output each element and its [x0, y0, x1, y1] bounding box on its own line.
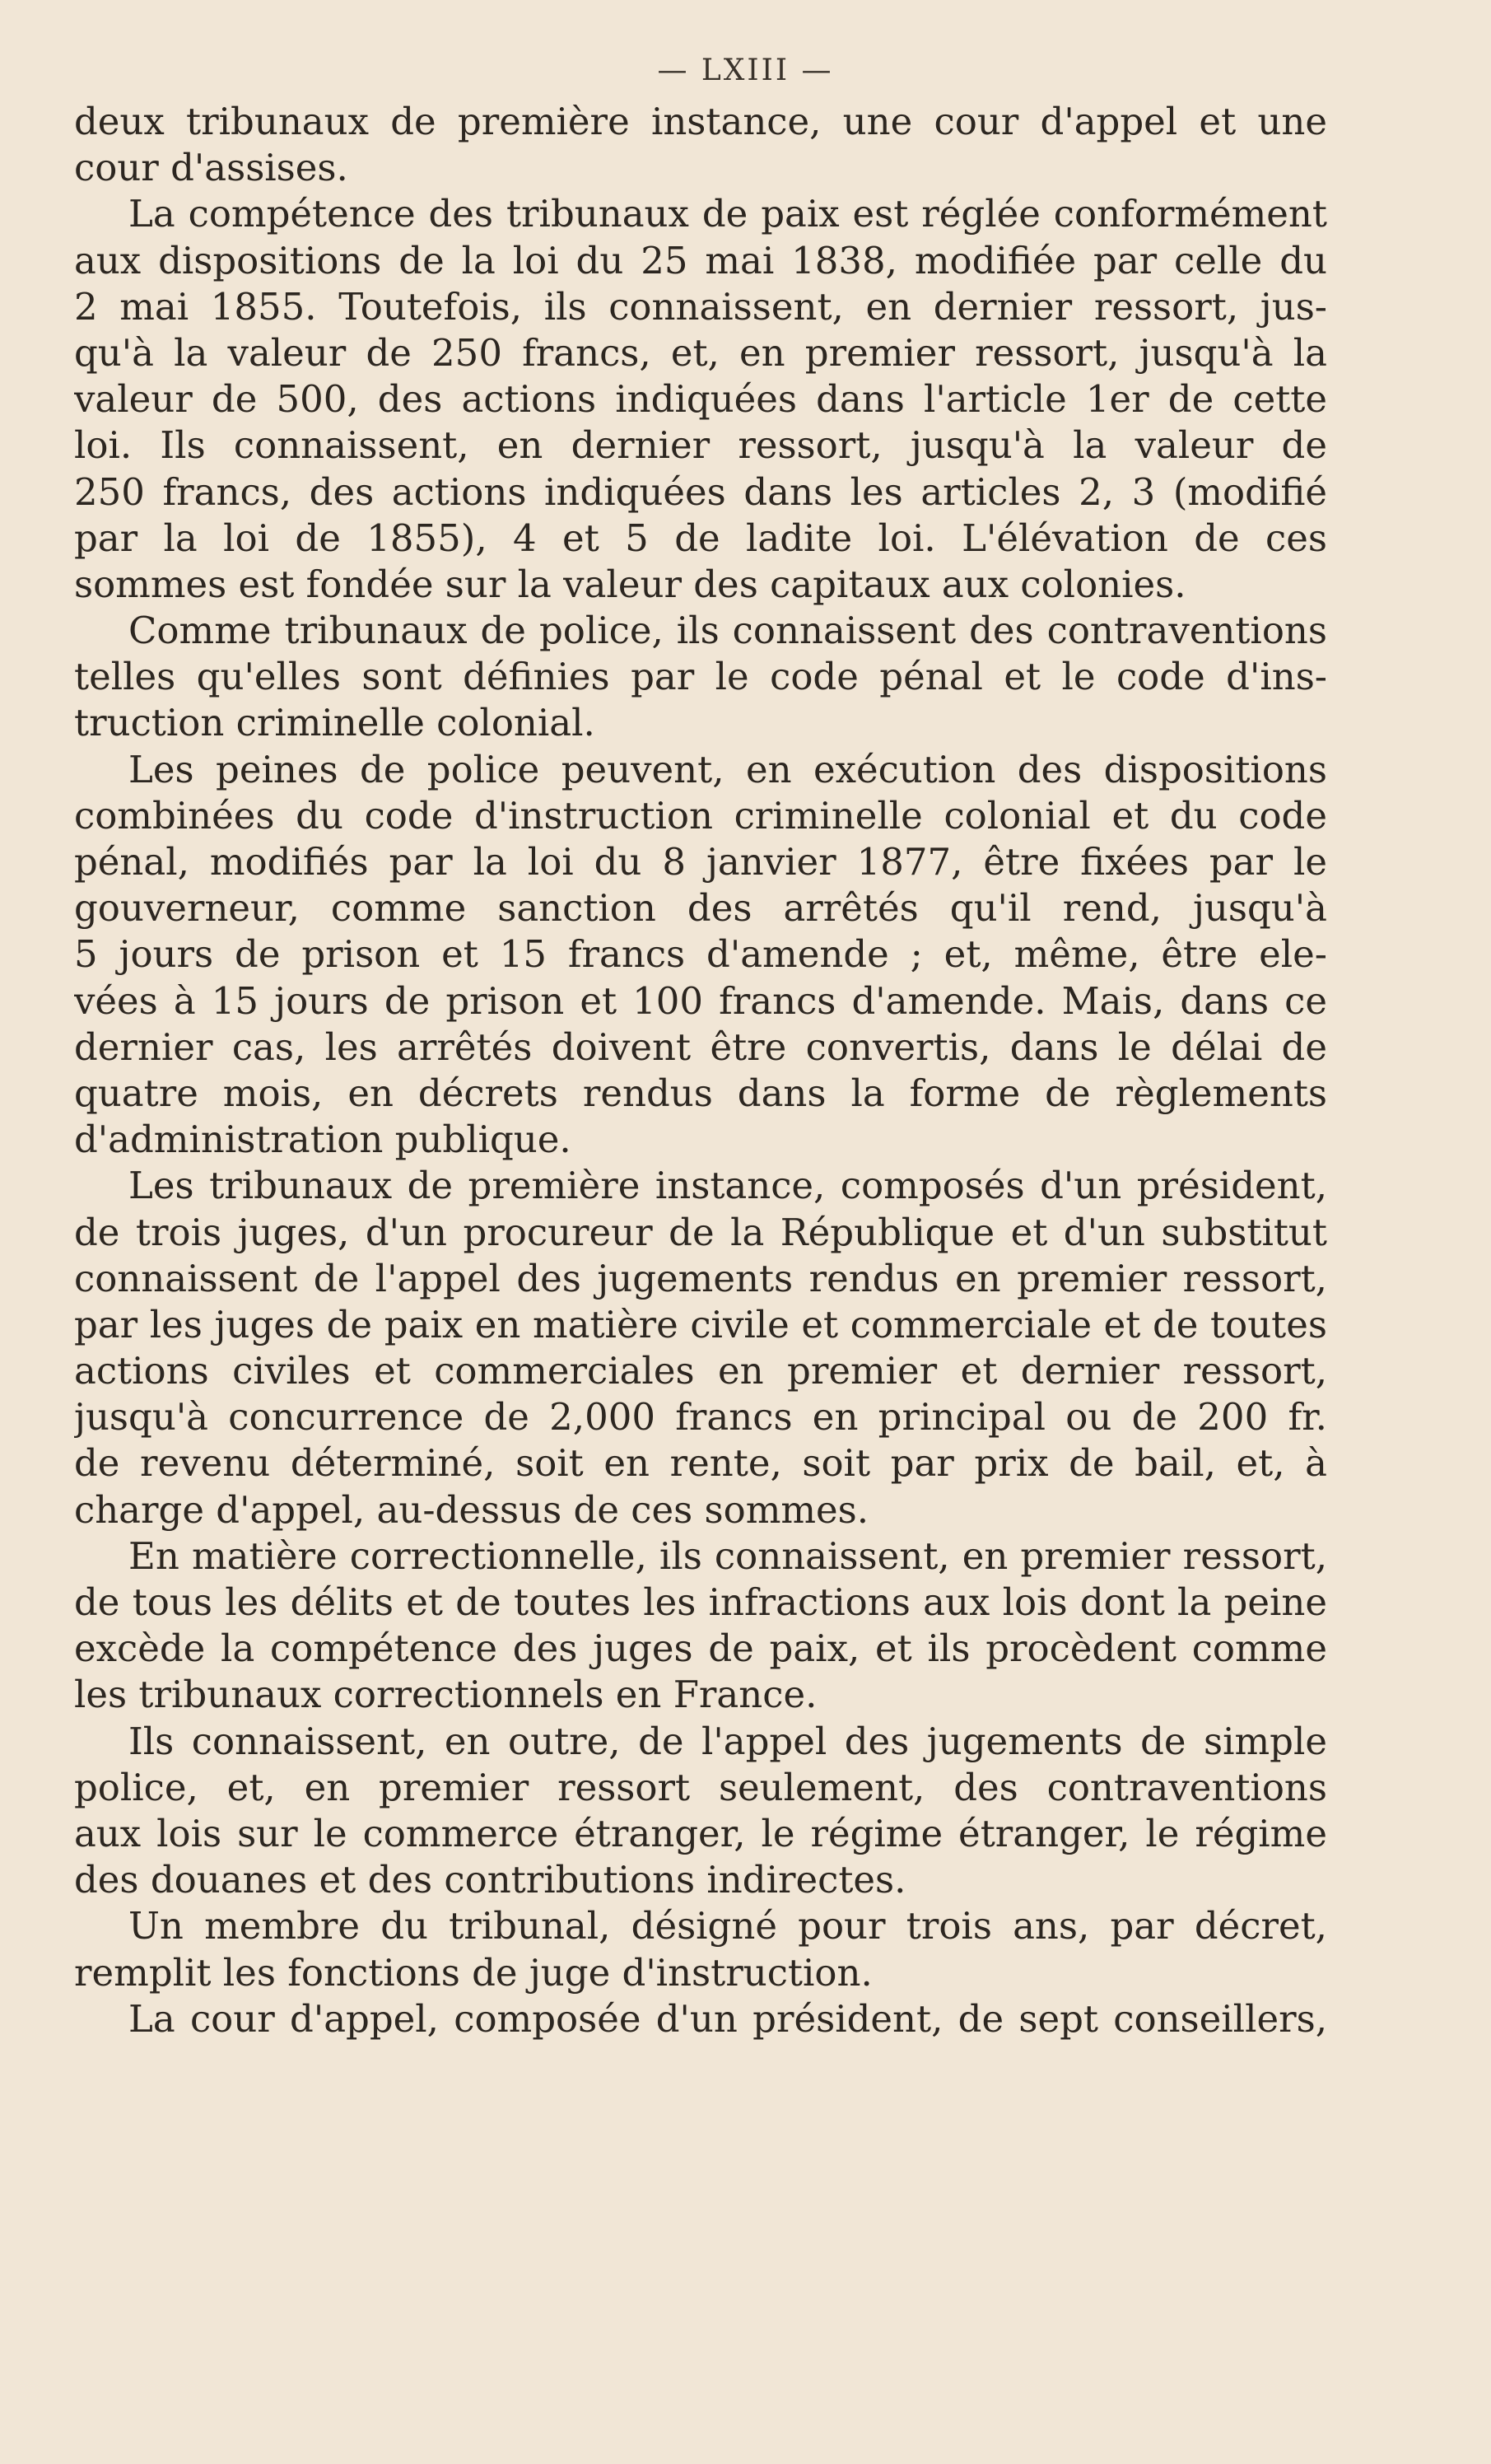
text-line: Un membre du tribunal, désigné pour trois ans, par décret, [128, 1904, 1327, 1948]
text-line: de revenu déterminé, soit en rente, soit par prix de bail, et, à [74, 1441, 1327, 1486]
text-line: de tous les délits et de toutes les infractions aux lois dont la peine [74, 1580, 1327, 1624]
text-line: remplit les fonctions de juge d'instruction. [74, 1950, 873, 1995]
text-line: d'administration publique. [74, 1118, 571, 1162]
text-line: sommes est fondée sur la valeur des capitaux aux colonies. [74, 562, 1186, 606]
text-line: de trois juges, d'un procureur de la République et d'un substitut [74, 1210, 1327, 1254]
text-line: par la loi de 1855), 4 et 5 de ladite loi. L'élévation de ces [74, 516, 1327, 560]
text-line: truction criminelle colonial. [74, 701, 595, 745]
text-line: police, et, en premier ressort seulement, des contraventions [74, 1765, 1327, 1809]
text-line: deux tribunaux de première instance, une cour d'appel et une [74, 100, 1327, 143]
text-line: quatre mois, en décrets rendus dans la forme de règlements [74, 1071, 1327, 1115]
text-line: jusqu'à concurrence de 2,000 francs en principal ou de 200 fr. [74, 1395, 1327, 1440]
text-line: charge d'appel, au-dessus de ces sommes. [74, 1487, 869, 1532]
text-line: Comme tribunaux de police, ils connaissent des contraventions [128, 609, 1327, 653]
text-line: pénal, modifiés par la loi du 8 janvier 1877, être fixées par le [74, 840, 1327, 884]
text-line: 5 jours de prison et 15 francs d'amende ; et, même, être ele- [74, 932, 1327, 977]
text-line: Les peines de police peuvent, en exécution des dispositions [128, 747, 1327, 791]
text-line: dernier cas, les arrêtés doivent être convertis, dans le délai de [74, 1024, 1327, 1069]
text-line: aux dispositions de la loi du 25 mai 1838, modifiée par celle du [74, 238, 1327, 282]
page-number-header: — LXIII — [657, 54, 834, 87]
text-line: Ils connaissent, en outre, de l'appel des jugements de simple [128, 1719, 1327, 1763]
text-line: telles qu'elles sont définies par le code pénal et le code d'ins- [74, 655, 1327, 699]
text-line: cour d'assises. [74, 146, 348, 190]
text-line: excède la compétence des juges de paix, et ils procèdent comme [74, 1626, 1327, 1671]
text-line: les tribunaux correctionnels en France. [74, 1673, 818, 1717]
text-line: gouverneur, comme sanction des arrêtés qu'il rend, jusqu'à [74, 886, 1327, 931]
text-line: La cour d'appel, composée d'un président, de sept conseillers, [128, 1996, 1327, 2041]
text-line: connaissent de l'appel des jugements rendus en premier ressort, [74, 1256, 1327, 1300]
text-line: valeur de 500, des actions indiquées dans l'article 1er de cette [74, 377, 1327, 422]
text-line: qu'à la valeur de 250 francs, et, en premier ressort, jusqu'à la [74, 330, 1327, 375]
text-line: actions civiles et commerciales en premier et dernier ressort, [74, 1349, 1327, 1393]
text-line: aux lois sur le commerce étranger, le régime étranger, le régime [74, 1811, 1327, 1855]
text-line: 250 francs, des actions indiquées dans les articles 2, 3 (modifié [74, 469, 1327, 514]
text-line: Les tribunaux de première instance, composés d'un président, [128, 1164, 1327, 1208]
text-line: combinées du code d'instruction criminelle colonial et du code [74, 793, 1327, 838]
text-line: vées à 15 jours de prison et 100 francs d'amende. Mais, dans ce [74, 978, 1327, 1023]
text-line: 2 mai 1855. Toutefois, ils connaissent, en dernier ressort, jus- [74, 284, 1327, 329]
text-line: En matière correctionnelle, ils connaissent, en premier ressort, [128, 1533, 1327, 1578]
text-line: des douanes et des contributions indirectes. [74, 1858, 906, 1902]
body-text [74, 99, 1327, 2042]
text-line: par les juges de paix en matière civile et commerciale et de toutes [74, 1302, 1327, 1346]
text-line: loi. Ils connaissent, en dernier ressort, jusqu'à la valeur de [74, 423, 1327, 468]
text-line: La compétence des tribunaux de paix est réglée conformément [128, 192, 1327, 236]
